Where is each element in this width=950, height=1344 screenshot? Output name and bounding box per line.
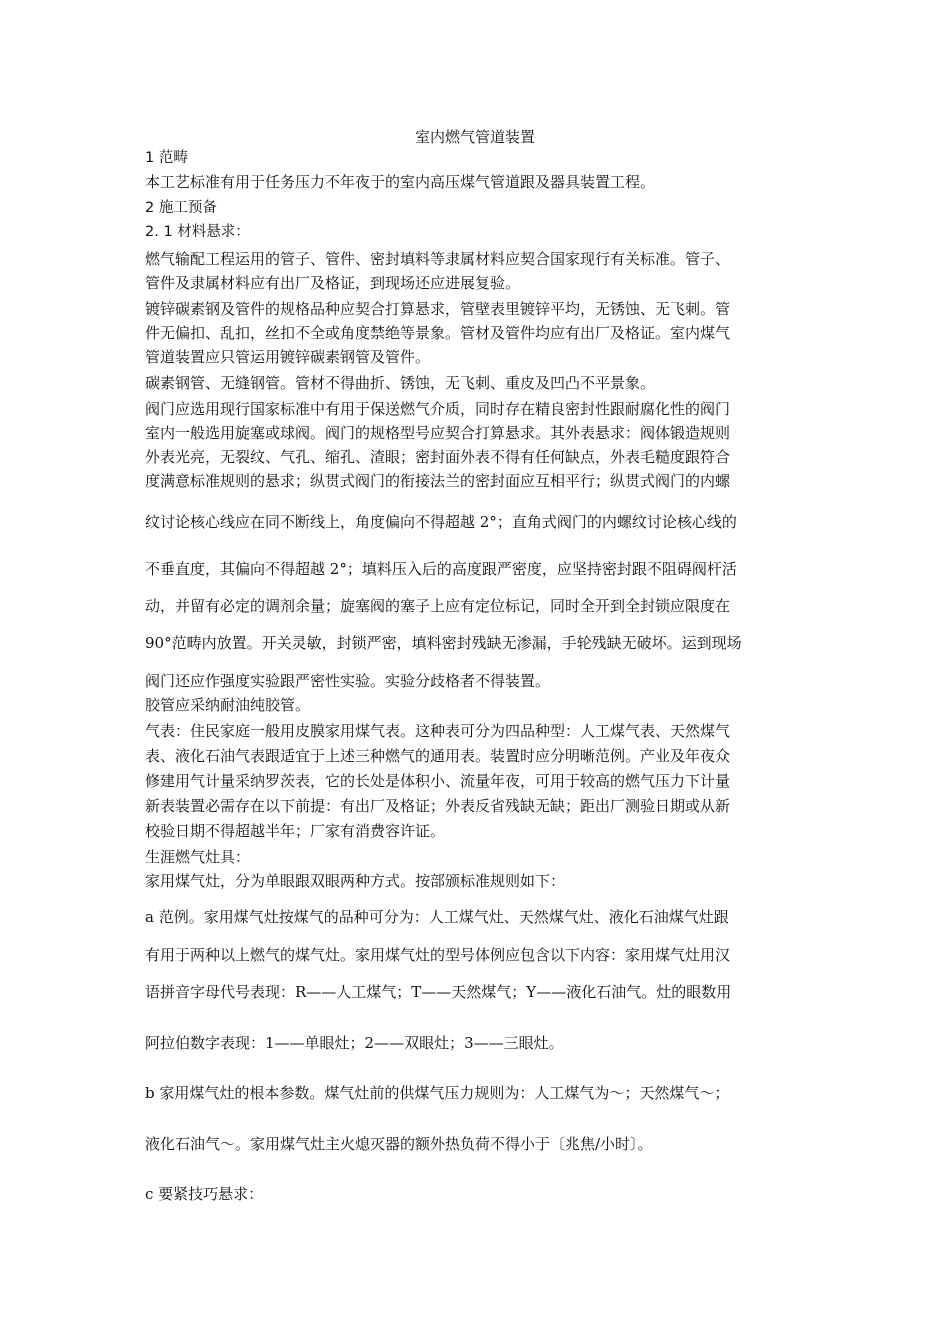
paragraph-line: 有用于两种以上燃气的煤气灶。家用煤气灶的型号体例应包含以下内容：家用煤气灶用汉 bbox=[145, 946, 731, 964]
paragraph-line: 度满意标准规则的悬求；纵贯式阀门的衔接法兰的密封面应互相平行；纵贯式阀门的内螺 bbox=[145, 472, 731, 490]
paragraph-line: 修建用气计量采纳罗茨表，它的长处是体积小、流量年夜，可用于较高的燃气压力下计量 bbox=[145, 772, 731, 790]
paragraph-line: b 家用煤气灶的根本参数。煤气灶前的供煤气压力规则为：人工煤气为～；天然煤气～； bbox=[145, 1084, 730, 1102]
page-title: 室内燃气管道装置 bbox=[414, 128, 535, 146]
paragraph-line: 校验日期不得超越半年；厂家有消费容许证。 bbox=[145, 822, 446, 840]
paragraph-line: 燃气输配工程运用的管子、管件、密封填料等隶属材料应契合国家现行有关标准。管子、 bbox=[145, 250, 731, 268]
paragraph-line: 镀锌碳素钢及管件的规格品种应契合打算悬求，管壁表里镀锌平均，无锈蚀、无飞刺。管 bbox=[145, 300, 731, 318]
paragraph-line: 阀门应选用现行国家标准中有用于保送燃气介质，同时存在精良密封性跟耐腐化性的阀门 bbox=[145, 400, 731, 418]
paragraph-line: 语拼音字母代号表现：R——人工煤气；T——天然煤气；Y——液化石油气。灶的眼数用 bbox=[145, 983, 732, 1001]
paragraph-line: 件无偏扣、乱扣，丝扣不全或角度禁绝等景象。管材及管件均应有出厂及格证。室内煤气 bbox=[145, 324, 731, 342]
paragraph-line: 外表光亮，无裂纹、气孔、缩孔、渣眼；密封面外表不得有任何缺点，外表毛糙度跟符合 bbox=[145, 448, 731, 466]
paragraph-line: 不垂直度，其偏向不得超越 2°；填料压入后的高度跟严密度，应坚持密封跟不阻碍阀杆活 bbox=[145, 560, 737, 578]
paragraph-line: 纹讨论核心线应在同不断线上，角度偏向不得超越 2°；直角式阀门的内螺纹讨论核心线的 bbox=[145, 513, 737, 531]
paragraph-line: 碳素钢管、无缝钢管。管材不得曲折、锈蚀，无飞刺、重皮及凹凸不平景象。 bbox=[145, 374, 656, 392]
paragraph-line: 新表装置必需存在以下前提：有出厂及格证；外表反省残缺无缺；距出厂测验日期或从新 bbox=[145, 797, 731, 815]
paragraph-line: 家用煤气灶，分为单眼跟双眼两种方式。按部颁标准规则如下： bbox=[145, 872, 566, 890]
section-heading: 2 施工预备 bbox=[145, 200, 217, 216]
paragraph-line: c 要紧技巧悬求： bbox=[145, 1185, 264, 1203]
paragraph-line: 室内一般选用旋塞或球阀。阀门的规格型号应契合打算悬求。其外表悬求：阀体锻造规则 bbox=[145, 424, 731, 442]
paragraph-line: 管道装置应只管运用镀锌碳素钢管及管件。 bbox=[145, 348, 431, 366]
paragraph-line: 管件及隶属材料应有出厂及格证，到现场还应进展复验。 bbox=[145, 274, 521, 292]
paragraph-line: 胶管应采纳耐油纯胶管。 bbox=[145, 696, 311, 714]
section-heading: 1 范畴 bbox=[145, 150, 188, 166]
paragraph-line: 液化石油气～。家用煤气灶主火熄灭器的额外热负荷不得小于〔兆焦/小时〕。 bbox=[145, 1135, 653, 1153]
paragraph-line: 气表：住民家庭一般用皮膜家用煤气表。这种表可分为四品种型：人工煤气表、天然煤气 bbox=[145, 722, 731, 740]
paragraph-line: 阀门还应作强度实验跟严密性实验。实验分歧格者不得装置。 bbox=[145, 672, 551, 690]
paragraph-line: a 范例。家用煤气灶按煤气的品种可分为：人工煤气灶、天然煤气灶、液化石油煤气灶跟 bbox=[145, 908, 729, 926]
paragraph-line: 阿拉伯数字表现：1——单眼灶；2——双眼灶；3——三眼灶。 bbox=[145, 1034, 564, 1052]
paragraph-line: 90°范畴内放置。开关灵敏，封锁严密，填料密封残缺无渗漏，手轮残缺无破坏。运到现场 bbox=[145, 634, 742, 652]
paragraph-line: 表、液化石油气表跟适宜于上述三种燃气的通用表。装置时应分明晰范例。产业及年夜众 bbox=[145, 747, 731, 765]
paragraph-line: 本工艺标准有用于任务压力不年夜于的室内高压煤气管道跟及器具装置工程。 bbox=[145, 173, 656, 191]
paragraph-line: 动，并留有必定的调剂余量；旋塞阀的塞子上应有定位标记，同时全开到全封锁应限度在 bbox=[145, 597, 731, 615]
paragraph-line: 生涯燃气灶具： bbox=[145, 848, 251, 866]
subsection-heading: 2. 1 材料悬求： bbox=[145, 224, 250, 240]
